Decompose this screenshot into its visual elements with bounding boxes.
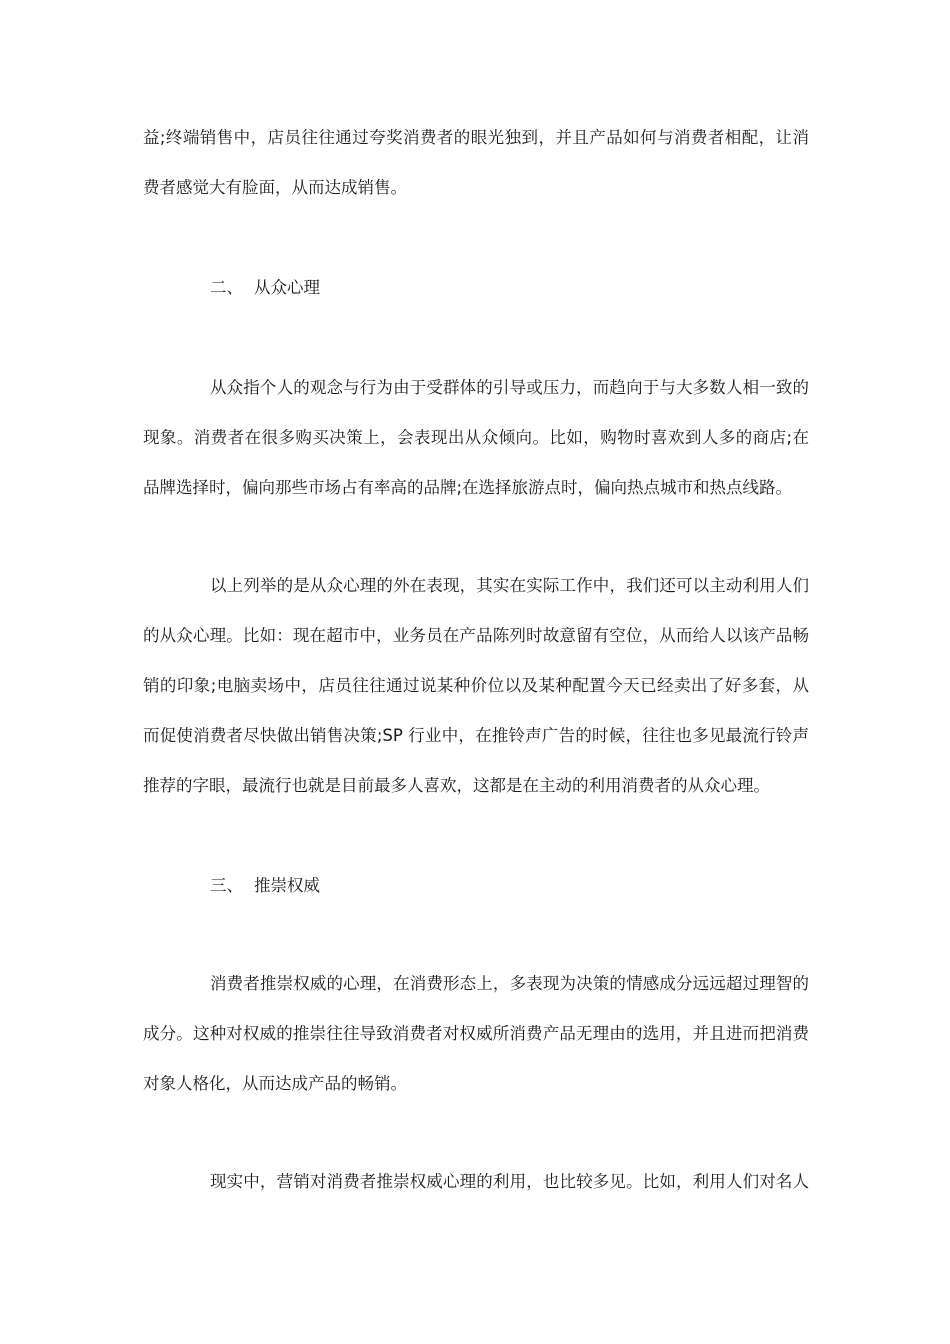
- heading-2-number: 二、: [210, 278, 243, 297]
- paragraph-3-line-2: 的从众心理。比如：现在超市中，业务员在产品陈列时故意留有空位，从而给人以该产品畅: [143, 626, 809, 645]
- paragraph-3-line-5: 推荐的字眼，最流行也就是目前最多人喜欢，这都是在主动的利用消费者的从众心理。: [143, 776, 770, 795]
- paragraph-5-line-1: 现实中，营销对消费者推崇权威心理的利用，也比较多见。比如，利用人们对名人: [210, 1172, 809, 1191]
- paragraph-4-line-1: 消费者推崇权威的心理，在消费形态上，多表现为决策的情感成分远远超过理智的: [210, 974, 809, 993]
- paragraph-3-line-4: 而促使消费者尽快做出销售决策;SP 行业中，在推铃声广告的时候，往往也多见最流行铃声: [143, 726, 809, 745]
- heading-3-title: 推崇权威: [254, 876, 320, 895]
- heading-2-title: 从众心理: [254, 278, 320, 297]
- paragraph-1-line-1: 益;终端销售中，店员往往通过夸奖消费者的眼光独到，并且产品如何与消费者相配，让消: [143, 128, 809, 147]
- paragraph-2-line-1: 从众指个人的观念与行为由于受群体的引导或压力，而趋向于与大多数人相一致的: [210, 378, 809, 397]
- paragraph-2-line-2: 现象。消费者在很多购买决策上，会表现出从众倾向。比如，购物时喜欢到人多的商店;在: [143, 428, 809, 447]
- paragraph-3-line-1: 以上列举的是从众心理的外在表现，其实在实际工作中，我们还可以主动利用人们: [210, 576, 809, 595]
- paragraph-3-line-3: 销的印象;电脑卖场中，店员往往通过说某种价位以及某种配置今天已经卖出了好多套，从: [143, 676, 809, 695]
- heading-3-number: 三、: [210, 876, 243, 895]
- paragraph-4-line-3: 对象人格化，从而达成产品的畅销。: [143, 1074, 407, 1093]
- paragraph-1-line-2: 费者感觉大有脸面，从而达成销售。: [143, 178, 407, 197]
- paragraph-2-line-3: 品牌选择时，偏向那些市场占有率高的品牌;在选择旅游点时，偏向热点城市和热点线路。: [143, 478, 793, 497]
- paragraph-4-line-2: 成分。这种对权威的推崇往往导致消费者对权威所消费产品无理由的选用，并且进而把消费: [143, 1024, 809, 1043]
